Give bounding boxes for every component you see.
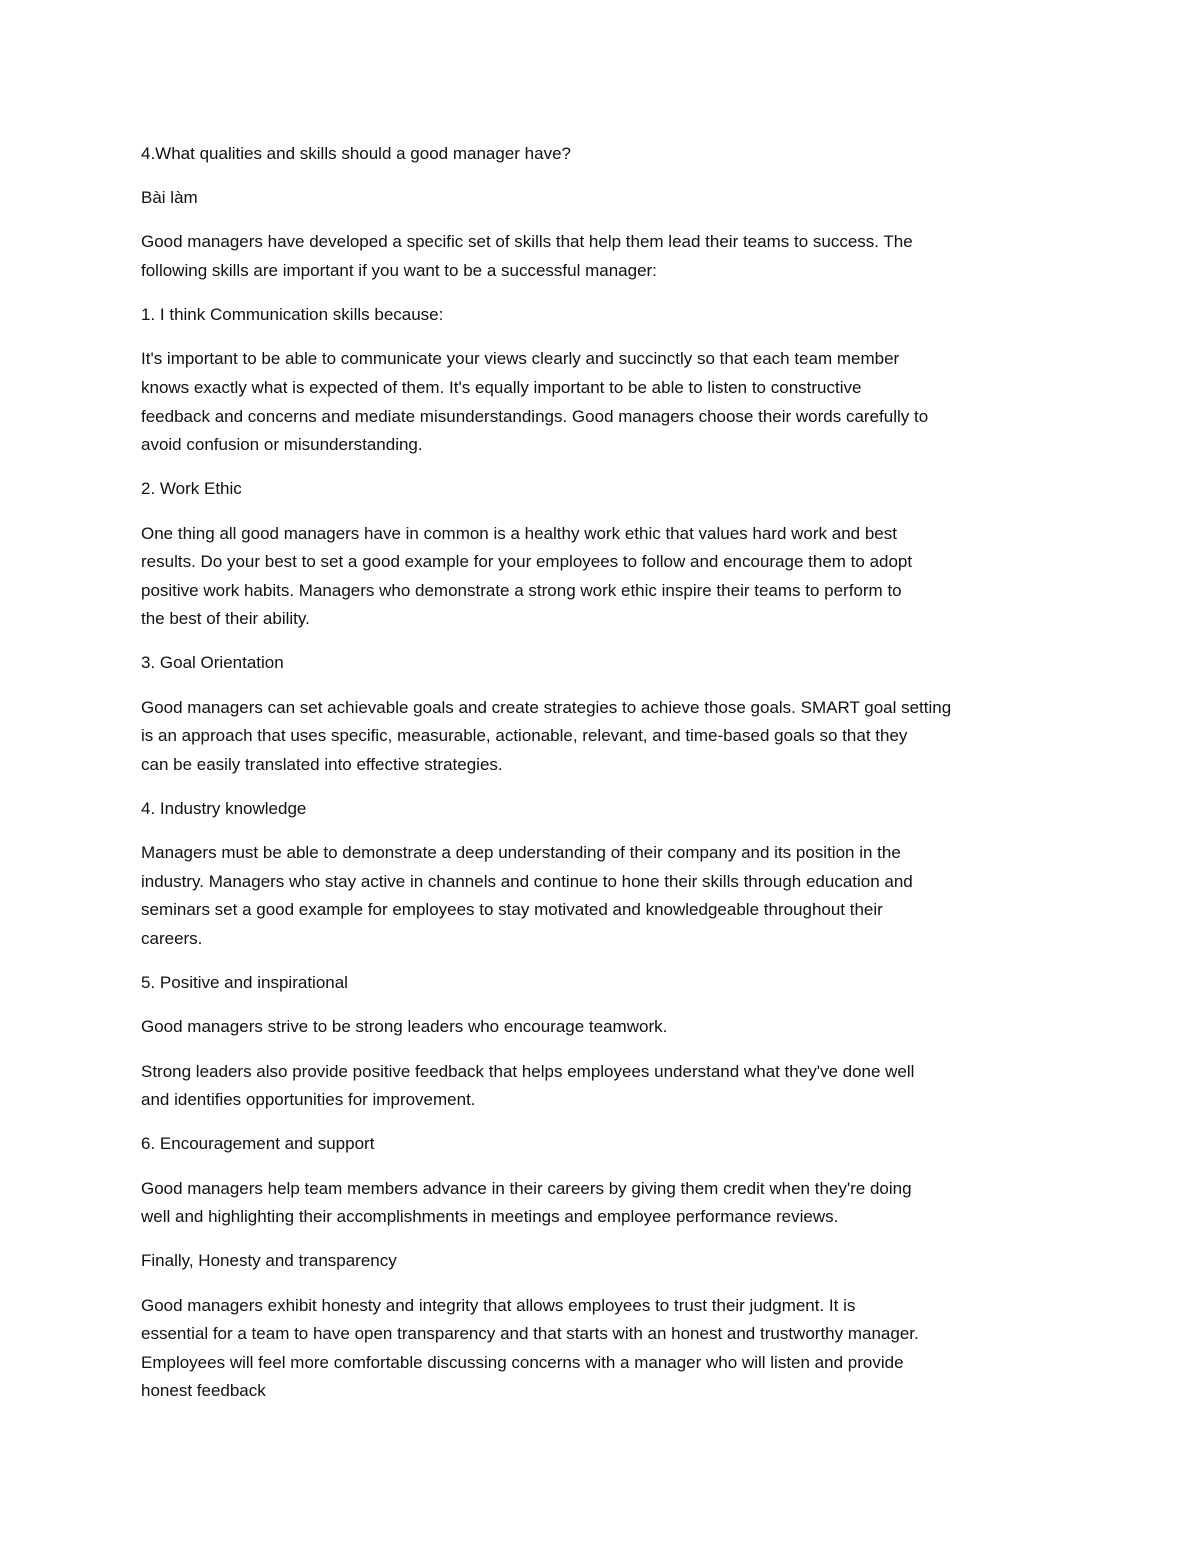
section-paragraph	[141, 694, 1066, 780]
paragraph-line: well and highlighting their accomplishments in meetings and employee performance reviews.	[141, 1207, 839, 1227]
paragraph-line: and identifies opportunities for improvement.	[141, 1090, 476, 1110]
paragraph-line: results. Do your best to set a good example for your employees to follow and encourage them to adopt	[141, 552, 913, 572]
section-paragraph	[141, 520, 1066, 634]
paragraph-line: is an approach that uses specific, measurable, actionable, relevant, and time-based goals so that they	[141, 726, 908, 746]
document-body	[141, 140, 1066, 1421]
paragraph-line: It's important to be able to communicate your views clearly and succinctly so that each team member	[141, 349, 900, 369]
paragraph-line: industry. Managers who stay active in channels and continue to hone their skills through education and	[141, 871, 913, 891]
paragraph-line: the best of their ability.	[141, 609, 310, 629]
section-paragraph	[141, 345, 1066, 459]
paragraph-line: Good managers help team members advance in their careers by giving them credit when they're doing	[141, 1178, 912, 1198]
paragraph-line: avoid confusion or misunderstanding.	[141, 435, 423, 455]
answer-label: Bài làm	[141, 188, 198, 208]
intro-line: following skills are important if you want to be a successful manager:	[141, 260, 657, 280]
paragraph-line: positive work habits. Managers who demonstrate a strong work ethic inspire their teams to perform to	[141, 580, 902, 600]
paragraph-line: honest feedback	[141, 1381, 266, 1401]
section-paragraph	[141, 1292, 1066, 1406]
sections-container	[141, 301, 1066, 1406]
paragraph-line: Managers must be able to demonstrate a deep understanding of their company and its position in the	[141, 843, 901, 863]
question-title: 4.What qualities and skills should a good manager have?	[141, 144, 571, 163]
paragraph-line: feedback and concerns and mediate misunderstandings. Good managers choose their words carefully to	[141, 406, 929, 426]
paragraph-line: One thing all good managers have in common is a healthy work ethic that values hard work and best	[141, 523, 897, 543]
section-paragraph	[141, 1058, 1066, 1115]
paragraph-line: Good managers exhibit honesty and integrity that allows employees to trust their judgment. It is	[141, 1295, 856, 1315]
paragraph-line: Employees will feel more comfortable discussing concerns with a manager who will listen and provide	[141, 1352, 904, 1372]
intro-line: Good managers have developed a specific set of skills that help them lead their teams to success. The	[141, 232, 913, 252]
section-heading: 4. Industry knowledge	[141, 799, 307, 819]
paragraph-line: essential for a team to have open transparency and that starts with an honest and trustworthy manager.	[141, 1324, 919, 1344]
paragraph-line: knows exactly what is expected of them. It's equally important to be able to listen to constructive	[141, 377, 862, 397]
section-paragraph	[141, 839, 1066, 953]
section-heading: 2. Work Ethic	[141, 479, 242, 499]
paragraph-line: Good managers strive to be strong leaders who encourage teamwork.	[141, 1017, 668, 1037]
section-heading: 1. I think Communication skills because:	[141, 305, 444, 325]
intro-paragraph	[141, 228, 1066, 285]
paragraph-line: can be easily translated into effective strategies.	[141, 754, 503, 774]
section-heading: 5. Positive and inspirational	[141, 973, 348, 993]
section-paragraph	[141, 1013, 1066, 1042]
section-paragraph	[141, 1175, 1066, 1232]
section-heading: 3. Goal Orientation	[141, 653, 284, 673]
paragraph-line: Good managers can set achievable goals and create strategies to achieve those goals. SMART goal setting	[141, 697, 952, 717]
paragraph-line: careers.	[141, 929, 203, 948]
section-heading: 6. Encouragement and support	[141, 1134, 375, 1154]
paragraph-line: Strong leaders also provide positive feedback that helps employees understand what they've done well	[141, 1061, 915, 1081]
section-heading: Finally, Honesty and transparency	[141, 1251, 397, 1271]
paragraph-line: seminars set a good example for employees to stay motivated and knowledgeable throughout their	[141, 900, 883, 920]
